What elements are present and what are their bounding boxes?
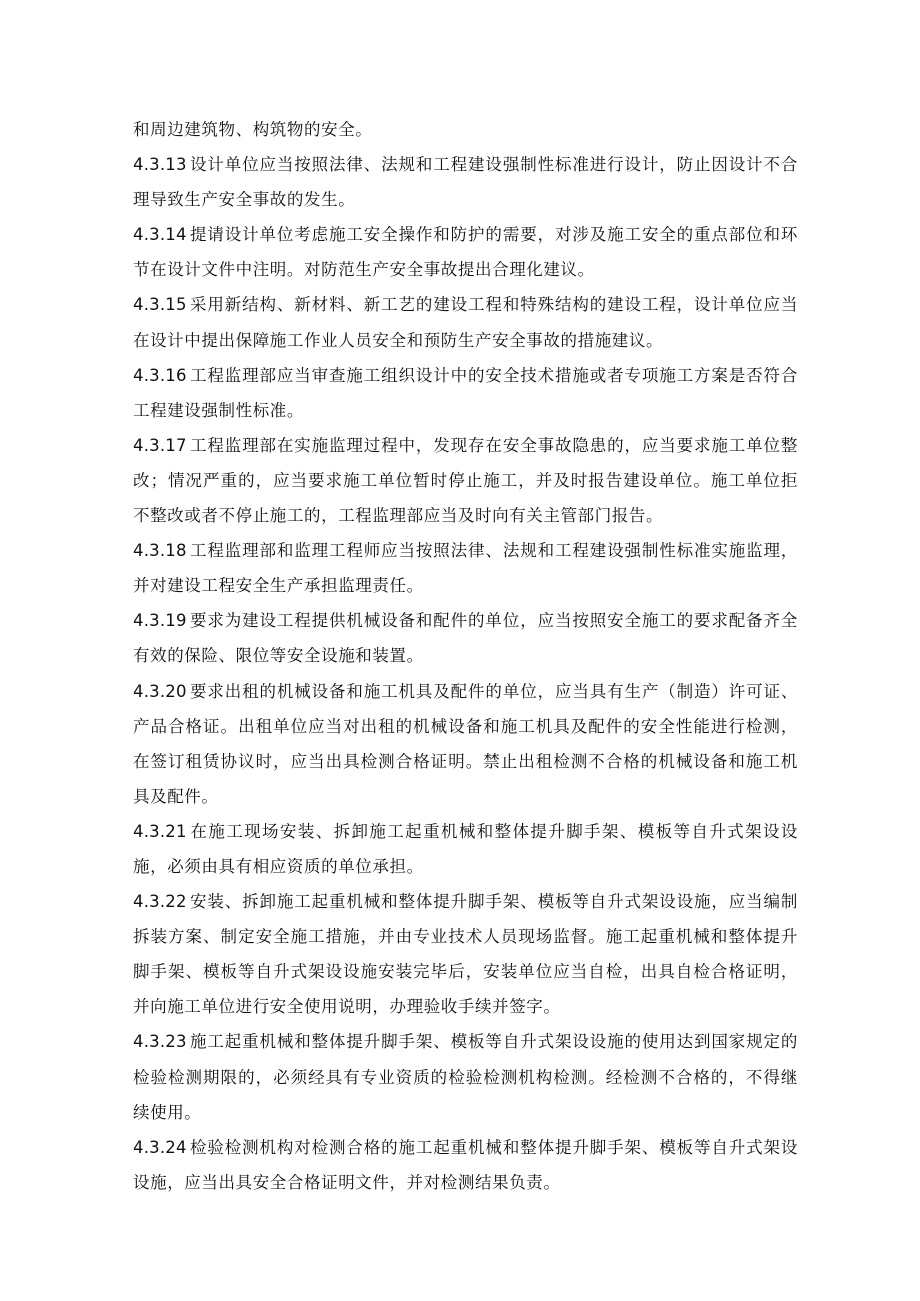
document-body xyxy=(133,112,798,1200)
clause-number: 4.3.23 xyxy=(133,1032,187,1052)
clause-4-3-24 xyxy=(133,1130,798,1200)
clause-text: 安装、拆卸施工起重机械和整体提升脚手架、模板等自升式架设设施，应当编制拆装方案、制定安全施工措施，并由专业技术人员现场监督。施工起重机械和整体提升脚手架、模板等自升式架设设施安装完毕后，安装单位应当自检，出具自检合格证明，并向施工单位进行安全使用说明，办理验收手续并签字。 xyxy=(133,892,798,1017)
clause-text: 工程监理部应当审查施工组织设计中的安全技术措施或者专项施工方案是否符合工程建设强制性标准。 xyxy=(133,365,798,420)
clause-number: 4.3.17 xyxy=(133,435,187,455)
clause-4-3-21 xyxy=(133,814,798,884)
clause-4-3-19 xyxy=(133,603,798,673)
clause-number: 4.3.21 xyxy=(133,821,187,841)
clause-4-3-14 xyxy=(133,217,798,287)
clause-text: 要求为建设工程提供机械设备和配件的单位，应当按照安全施工的要求配备齐全有效的保险、限位等安全设施和装置。 xyxy=(133,611,798,666)
clause-4-3-20 xyxy=(133,674,798,814)
clause-text: 采用新结构、新材料、新工艺的建设工程和特殊结构的建设工程，设计单位应当在设计中提出保障施工作业人员安全和预防生产安全事故的措施建议。 xyxy=(133,295,798,350)
clause-4-3-15 xyxy=(133,287,798,357)
clause-4-3-22 xyxy=(133,884,798,1024)
clause-number: 4.3.18 xyxy=(133,541,187,561)
clause-number: 4.3.14 xyxy=(133,225,187,245)
clause-text: 检验检测机构对检测合格的施工起重机械和整体提升脚手架、模板等自升式架设设施，应当出具安全合格证明文件，并对检测结果负责。 xyxy=(133,1137,798,1192)
clause-number: 4.3.19 xyxy=(133,611,187,631)
clause-number: 4.3.22 xyxy=(133,892,187,912)
clause-text: 要求出租的机械设备和施工机具及配件的单位，应当具有生产（制造）许可证、产品合格证。出租单位应当对出租的机械设备和施工机具及配件的安全性能进行检测，在签订租赁协议时，应当出具检测合格证明。禁止出租检测不合格的机械设备和施工机具及配件。 xyxy=(133,681,798,806)
clause-4-3-17 xyxy=(133,428,798,533)
clause-number: 4.3.15 xyxy=(133,295,187,315)
clause-text: 设计单位应当按照法律、法规和工程建设强制性标准进行设计，防止因设计不合理导致生产安全事故的发生。 xyxy=(133,155,798,210)
clause-text: 工程监理部和监理工程师应当按照法律、法规和工程建设强制性标准实施监理，并对建设工程安全生产承担监理责任。 xyxy=(133,541,798,596)
clause-text: 提请设计单位考虑施工安全操作和防护的需要，对涉及施工安全的重点部位和环节在设计文件中注明。对防范生产安全事故提出合理化建议。 xyxy=(133,225,798,280)
clause-number: 4.3.13 xyxy=(133,155,187,175)
clause-text: 施工起重机械和整体提升脚手架、模板等自升式架设设施的使用达到国家规定的检验检测期限的，必须经具有专业资质的检验检测机构检测。经检测不合格的，不得继续使用。 xyxy=(133,1032,798,1122)
paragraph-continuation xyxy=(133,112,798,147)
clause-4-3-13 xyxy=(133,147,798,217)
clause-4-3-18 xyxy=(133,533,798,603)
paragraph-text: 和周边建筑物、构筑物的安全。 xyxy=(133,120,373,139)
clause-number: 4.3.20 xyxy=(133,681,187,701)
clause-text: 在施工现场安装、拆卸施工起重机械和整体提升脚手架、模板等自升式架设设施，必须由具有相应资质的单位承担。 xyxy=(133,821,798,876)
clause-4-3-16 xyxy=(133,358,798,428)
clause-number: 4.3.24 xyxy=(133,1137,187,1157)
clause-text: 工程监理部在实施监理过程中，发现存在安全事故隐患的，应当要求施工单位整改；情况严重的，应当要求施工单位暂时停止施工，并及时报告建设单位。施工单位拒不整改或者不停止施工的，工程监理部应当及时向有关主管部门报告。 xyxy=(133,435,798,526)
clause-number: 4.3.16 xyxy=(133,365,187,385)
clause-4-3-23 xyxy=(133,1024,798,1129)
